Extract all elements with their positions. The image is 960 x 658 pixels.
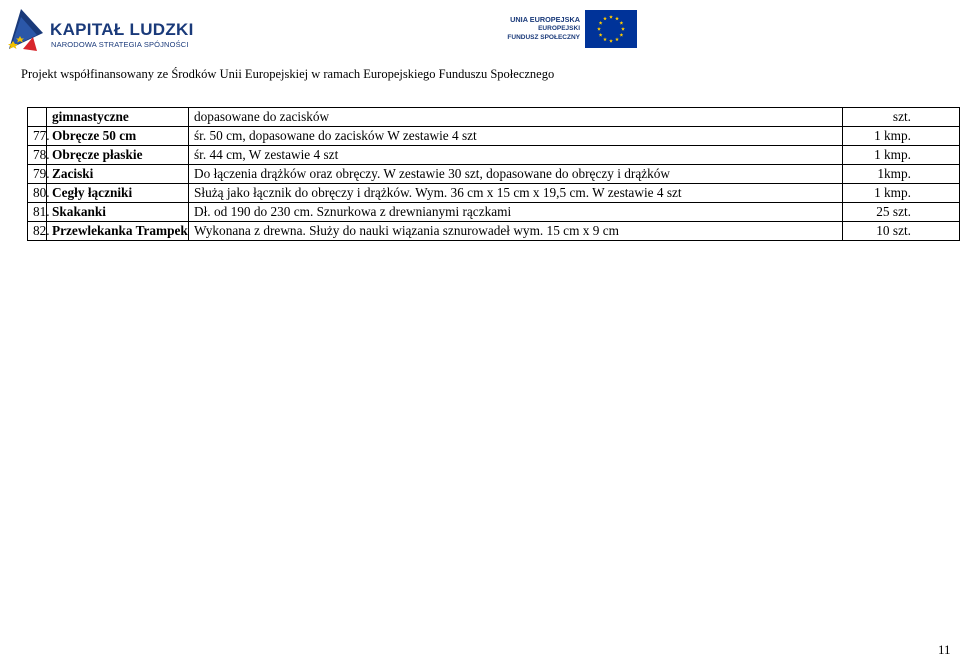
item-description: Wykonana z drewna. Służy do nauki wiązania sznurowadeł wym. 15 cm x 9 cm: [189, 222, 843, 241]
table-row: [28, 203, 960, 222]
item-name: Zaciski: [47, 165, 189, 184]
kapital-ludzki-title: KAPITAŁ LUDZKI: [50, 20, 194, 39]
item-number: 77.: [28, 127, 47, 146]
table-row: [28, 146, 960, 165]
item-name: Cegły łączniki: [47, 184, 189, 203]
item-name: Skakanki: [47, 203, 189, 222]
eu-logo-line3: FUNDUSZ SPOŁECZNY: [507, 34, 580, 41]
item-quantity: 10 szt.: [843, 222, 960, 241]
item-quantity: 1 kmp.: [843, 127, 960, 146]
eu-logo-line1: UNIA EUROPEJSKA: [510, 15, 580, 24]
item-name: Obręcze płaskie: [47, 146, 189, 165]
item-description: dopasowane do zacisków: [189, 108, 843, 127]
eu-logo-text: [504, 15, 580, 42]
kapital-ludzki-emblem-icon: [3, 3, 49, 55]
item-number: 81.: [28, 203, 47, 222]
item-description: śr. 50 cm, dopasowane do zacisków W zestawie 4 szt: [189, 127, 843, 146]
table-row: [28, 165, 960, 184]
item-quantity: 25 szt.: [843, 203, 960, 222]
item-description: śr. 44 cm, W zestawie 4 szt: [189, 146, 843, 165]
item-number: 80.: [28, 184, 47, 203]
item-description: Służą jako łącznik do obręczy i drążków. Wym. 36 cm x 15 cm x 19,5 cm. W zestawie 4 szt: [189, 184, 843, 203]
item-name: Obręcze 50 cm: [47, 127, 189, 146]
table-row: [28, 108, 960, 127]
item-number: 82.: [28, 222, 47, 241]
item-quantity: 1 kmp.: [843, 184, 960, 203]
item-description: Do łączenia drążków oraz obręczy. W zestawie 30 szt, dopasowane do obręczy i drążków: [189, 165, 843, 184]
item-number: 79.: [28, 165, 47, 184]
page-number: 11: [938, 642, 951, 657]
item-number: [28, 108, 47, 127]
item-quantity: 1kmp.: [843, 165, 960, 184]
eu-flag-icon: [585, 10, 637, 48]
equipment-table-body: [28, 108, 960, 241]
item-quantity: szt.: [843, 108, 960, 127]
item-description: Dł. od 190 do 230 cm. Sznurkowa z drewnianymi rączkami: [189, 203, 843, 222]
equipment-table: [27, 107, 960, 241]
item-quantity: 1 kmp.: [843, 146, 960, 165]
item-number: 78.: [28, 146, 47, 165]
table-row: [28, 184, 960, 203]
item-name: gimnastyczne: [47, 108, 189, 127]
item-name: Przewlekanka Trampek: [47, 222, 189, 241]
eu-logo-line2: EUROPEJSKI: [538, 25, 580, 32]
table-row: [28, 222, 960, 241]
table-row: [28, 127, 960, 146]
kapital-ludzki-subtitle: NARODOWA STRATEGIA SPÓJNOŚCI: [51, 40, 189, 49]
project-cofinancing-line: Projekt współfinansowany ze Środków Unii Europejskiej w ramach Europejskiego Funduszu Społecznego: [21, 67, 555, 81]
